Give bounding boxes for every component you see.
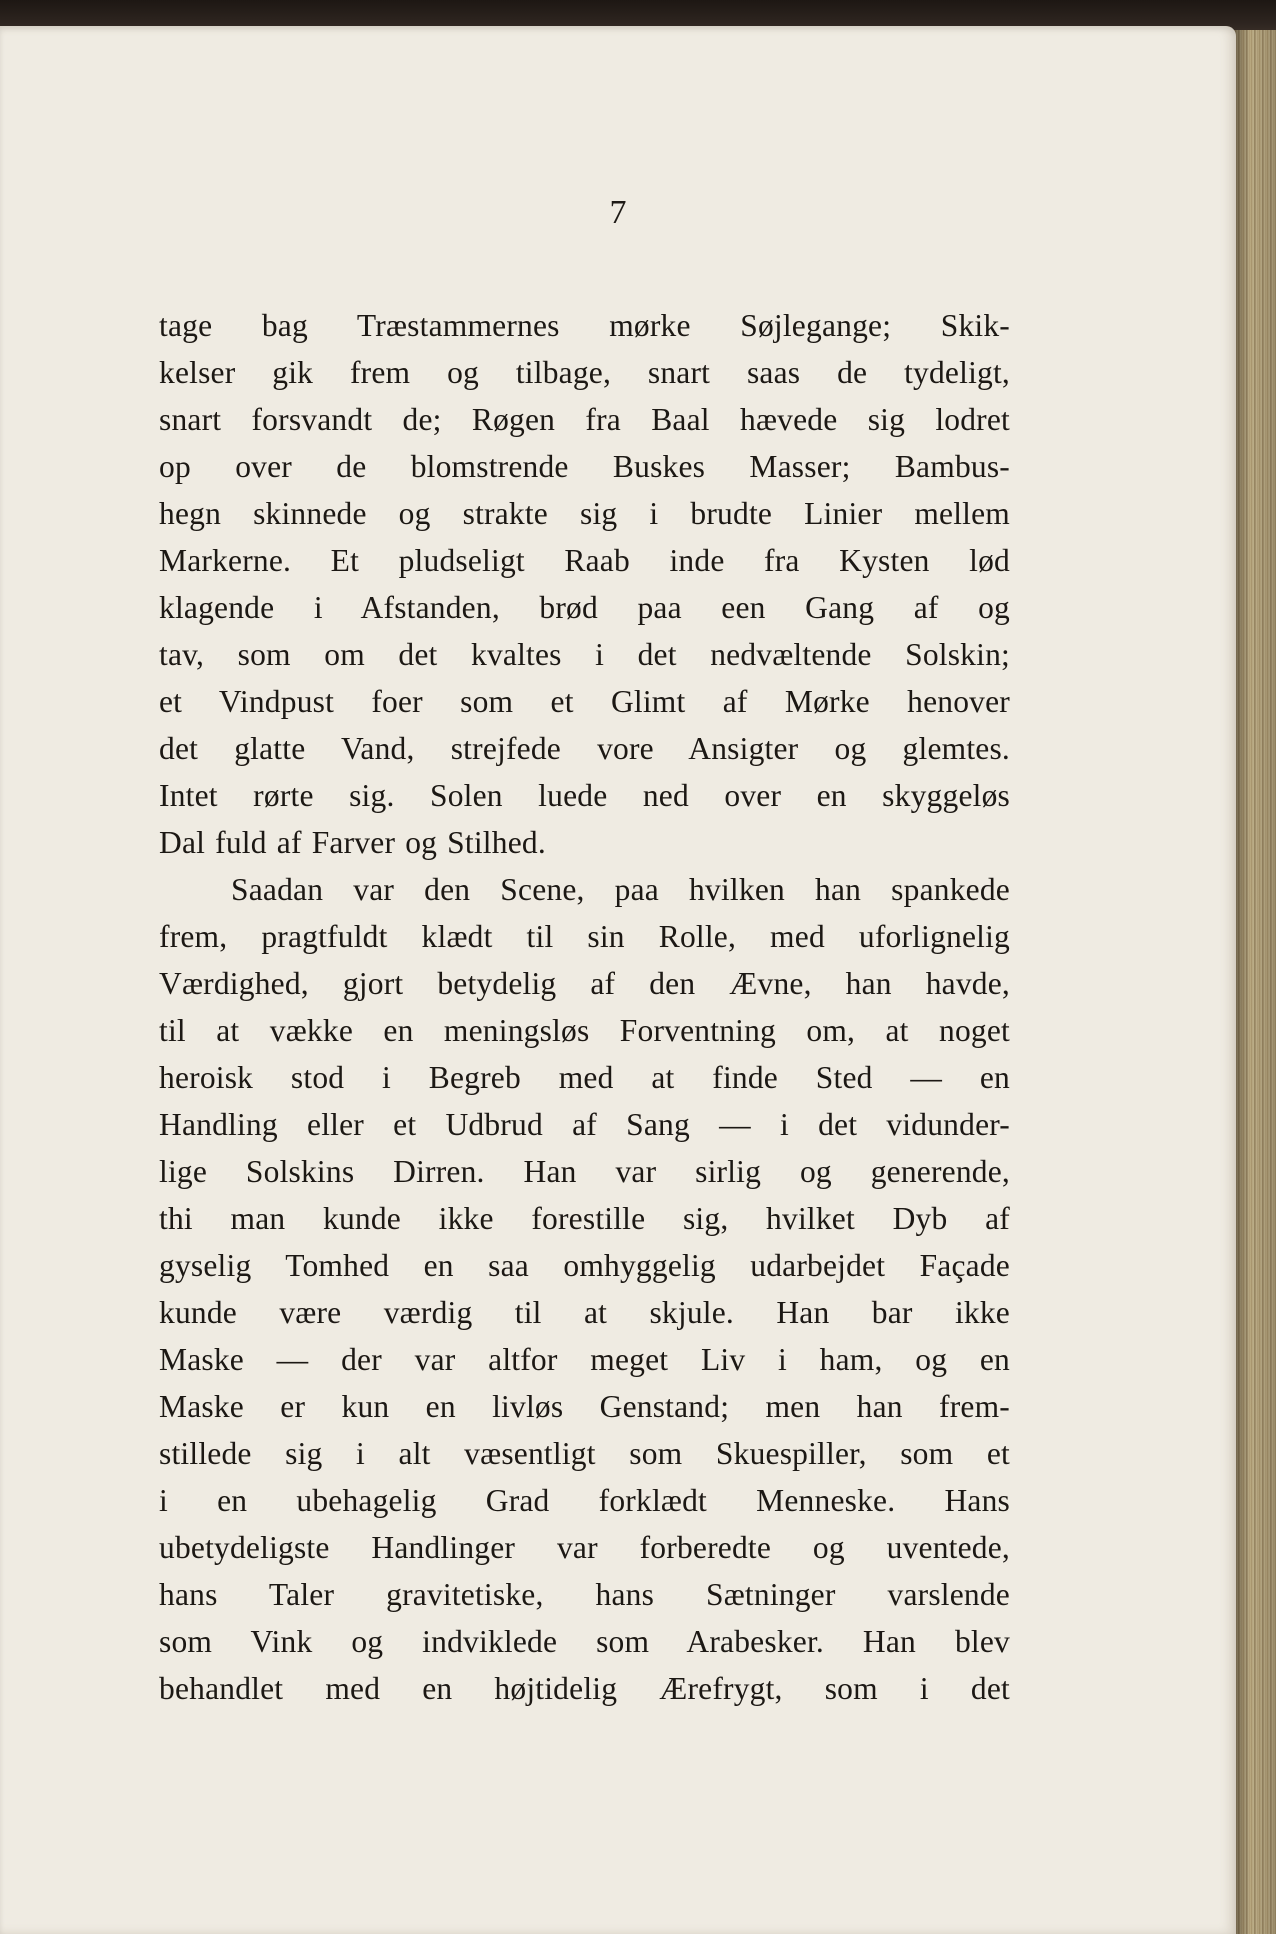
text-line: gyselig Tomhed en saa omhyggelig udarbejdet Façade (159, 1248, 1010, 1283)
text-line: lige Solskins Dirren. Han var sirlig og generende, (159, 1154, 1010, 1189)
text-line: Intet rørte sig. Solen luede ned over en skyggeløs (159, 778, 1010, 813)
text-line: Værdighed, gjort betydelig af den Ævne, han havde, (159, 966, 1010, 1001)
text-line: kelser gik frem og tilbage, snart saas de tydeligt, (159, 355, 1010, 390)
text-line: et Vindpust foer som et Glimt af Mørke henover (159, 684, 1010, 719)
text-line: som Vink og indviklede som Arabesker. Han blev (159, 1624, 1010, 1659)
text-line: til at vække en meningsløs Forventning om, at noget (159, 1013, 1010, 1048)
text-line: Markerne. Et pludseligt Raab inde fra Kysten lød (159, 543, 1010, 578)
text-line: stillede sig i alt væsentligt som Skuespiller, som et (159, 1436, 1010, 1471)
text-line: Maske er kun en livløs Genstand; men han frem- (159, 1389, 1010, 1424)
book-page (0, 26, 1236, 1934)
text-line: tage bag Træstammernes mørke Søjlegange; Skik- (159, 308, 1010, 343)
text-line: i en ubehagelig Grad forklædt Menneske. Hans (159, 1483, 1010, 1518)
paragraph-end-line: Dal fuld af Farver og Stilhed. (159, 825, 546, 860)
text-line: hegn skinnede og strakte sig i brudte Linier mellem (159, 496, 1010, 531)
text-line: det glatte Vand, strejfede vore Ansigter og glemtes. (159, 731, 1010, 766)
text-line: Handling eller et Udbrud af Sang — i det vidunder- (159, 1107, 1010, 1142)
text-line: tav, som om det kvaltes i det nedvæltende Solskin; (159, 637, 1010, 672)
text-line: Maske — der var altfor meget Liv i ham, og en (159, 1342, 1010, 1377)
text-line: behandlet med en højtidelig Ærefrygt, som i det (159, 1671, 1010, 1706)
text-line: ubetydeligste Handlinger var forberedte og uventede, (159, 1530, 1010, 1565)
text-line: kunde være værdig til at skjule. Han bar ikke (159, 1295, 1010, 1330)
body-text (159, 302, 1010, 1712)
page-edges-shadow (1234, 30, 1276, 1934)
text-line: snart forsvandt de; Røgen fra Baal hævede sig lodret (159, 402, 1010, 437)
page-number: 7 (609, 194, 627, 231)
text-line: hans Taler gravitetiske, hans Sætninger varslende (159, 1577, 1010, 1612)
text-line: op over de blomstrende Buskes Masser; Bambus- (159, 449, 1010, 484)
text-line: heroisk stod i Begreb med at finde Sted — en (159, 1060, 1010, 1095)
text-line: klagende i Afstanden, brød paa een Gang af og (159, 590, 1010, 625)
text-line: thi man kunde ikke forestille sig, hvilket Dyb af (159, 1201, 1010, 1236)
text-line: frem, pragtfuldt klædt til sin Rolle, med uforlignelig (159, 919, 1010, 954)
paragraph-start-line: Saadan var den Scene, paa hvilken han spankede (231, 872, 1010, 907)
